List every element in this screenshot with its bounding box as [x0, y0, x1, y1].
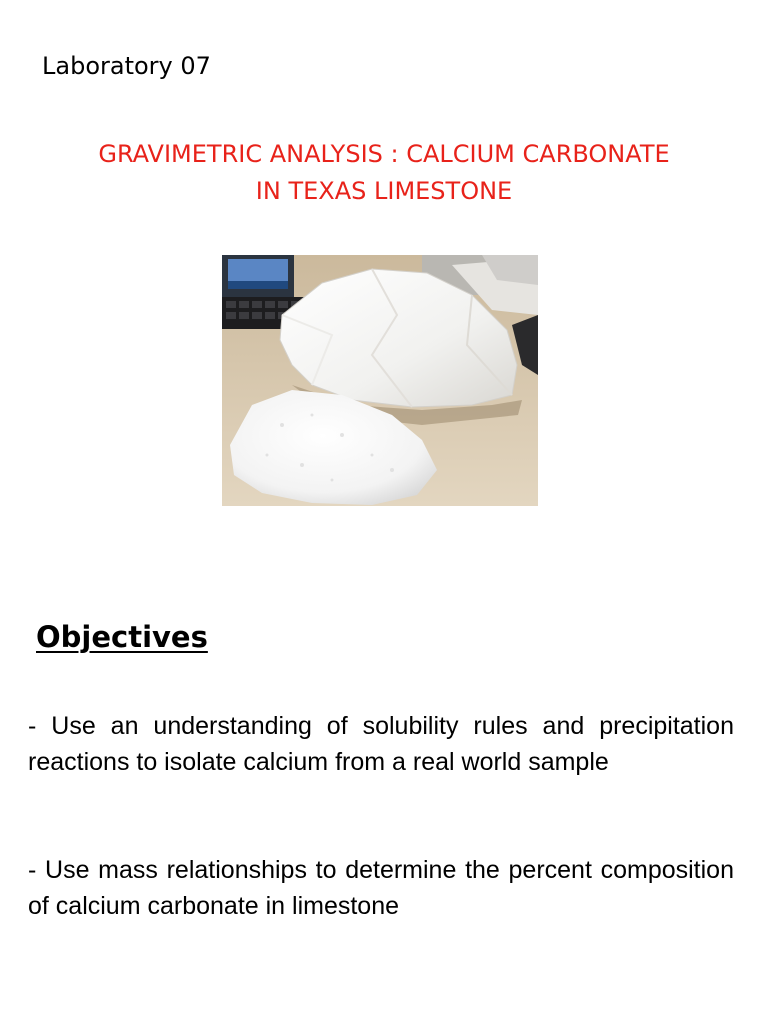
objectives-heading: Objectives [36, 620, 208, 654]
slide-title [0, 136, 768, 210]
objective-item: - Use an understanding of solubility rules and precipitation reactions to isolate calcium from a real world sample [28, 712, 734, 776]
slide-title-line-1: GRAVIMETRIC ANALYSIS : CALCIUM CARBONATE [98, 140, 670, 168]
limestone-photo [222, 255, 538, 506]
objective-item: - Use mass relationships to determine the percent composition of calcium carbonate in limestone [28, 856, 734, 920]
lab-number-heading: Laboratory 07 [42, 52, 211, 80]
slide-title-line-2: IN TEXAS LIMESTONE [255, 177, 513, 205]
